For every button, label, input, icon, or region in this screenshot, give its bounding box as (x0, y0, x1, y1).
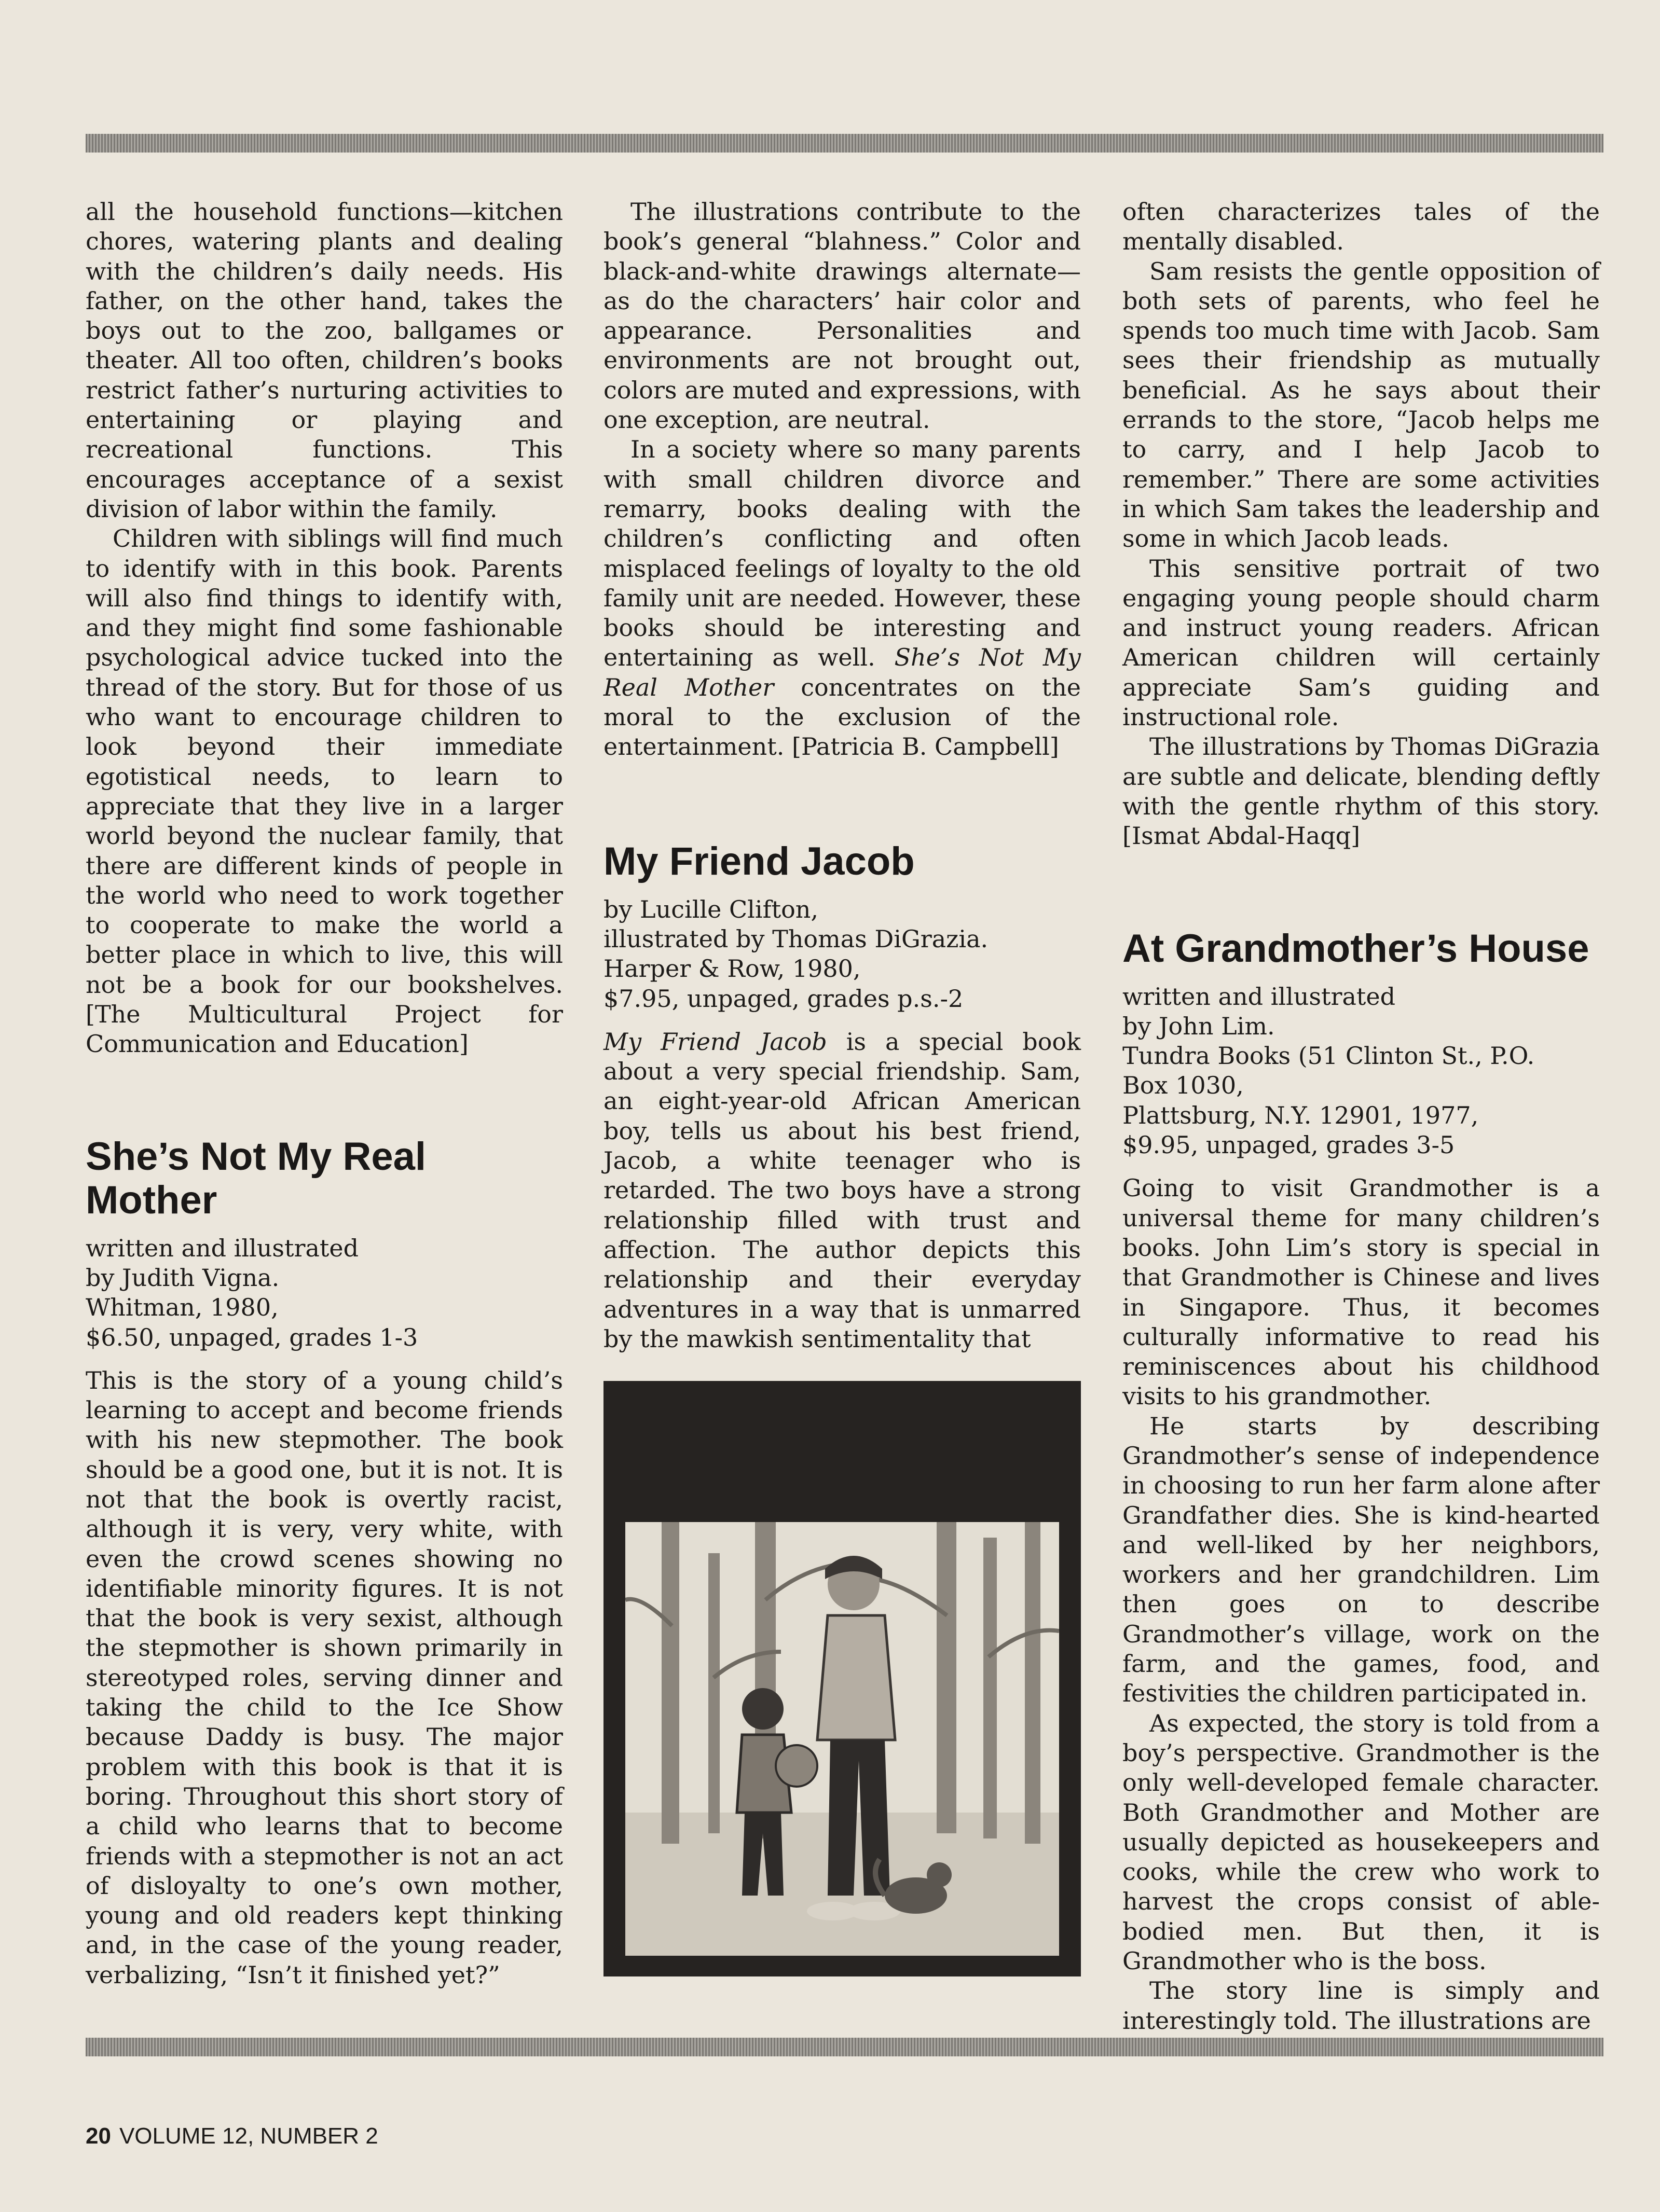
paragraph: often characterizes tales of the mentally disabled. (1122, 198, 1600, 256)
credit-line: $7.95, unpaged, grades p.s.-2 (603, 984, 964, 1013)
page-footer (86, 2123, 378, 2149)
children-walking-in-forest-illustration (625, 1522, 1059, 1956)
credit-line: written and illustrated (86, 1234, 359, 1262)
paragraph (603, 435, 1081, 762)
paragraph: Children with siblings will find much to identify with in this book. Parents will also find things to identify with, and they might find some fashionable psychological advice tucked into the thread of the story. But for those of us who want to encourage children to look beyond their immediate egotistical needs, to learn to appreciate that they live in a larger world beyond the nuclear family, that there are different kinds of people in the world who need to work together to cooperate to make the world a better place in which to live, this will not be a book for our bookshelves. [The Multicultural Project for Communication and Education] (86, 524, 563, 1058)
column-1 (86, 197, 563, 1990)
credit-line: Box 1030, (1122, 1071, 1244, 1100)
page-number: 20 (86, 2123, 111, 2149)
paragraph: This is the story of a young child’s learning to accept and become friends with his new stepmother. The book should be a good one, but it is not. It is not that the book is overtly racist, although it is very, very white, with even the crowd scenes showing no identifiable minority figures. It is not that the book is very sexist, although the stepmother is shown primarily in stereotyped roles, serving dinner and taking the child to the Ice Show because Daddy is busy. The major problem with this book is that it is boring. Throughout this short story of a child who learns that to become friends with a stepmother is not an act of disloyalty to one’s own mother, young and old readers kept thinking and, in the case of the young reader, verbalizing, “Isn’t it finished yet?” (86, 1366, 563, 1989)
paragraph: The illustrations by Thomas DiGrazia are subtle and delicate, blending deftly with the gentle rhythm of this story. [Ismat Abdal-Haqq] (1122, 732, 1600, 850)
credit-line: by Judith Vigna. (86, 1263, 280, 1292)
review-credits (86, 1234, 563, 1352)
review-title: At Grandmother’s House (1122, 926, 1589, 971)
paragraph: As expected, the story is told from a boy’s perspective. Grandmother is the only well-developed female character. Both Grandmother and Mother are usually depicted as housekeepers and cooks, while the crew who work to harvest the crops consist of able-bodied men. But then, it is Grandmother who is the boss. (1122, 1709, 1600, 1975)
paragraph: The story line is simply and interestingly told. The illustrations are (1122, 1976, 1600, 2035)
paragraph: Going to visit Grandmother is a universal theme for many children’s books. John Lim’s story is special in that Grandmother is Chinese and lives in Singapore. Thus, it becomes culturally informative to read his reminiscences about his childhood visits to his grandmother. (1122, 1174, 1600, 1411)
top-rule (86, 134, 1603, 153)
credit-line: Tundra Books (51 Clinton St., P.O. (1122, 1042, 1535, 1070)
review-credits (1122, 982, 1600, 1160)
paragraph (603, 1027, 1081, 1354)
credit-line: $9.95, unpaged, grades 3-5 (1122, 1131, 1455, 1159)
book-title: My Friend Jacob (603, 1027, 827, 1056)
paragraph: The illustrations contribute to the book’s general “blahness.” Color and black-and-white drawings alternate—as do the characters’ hair color and appearance. Personalities and environments are not brought out, colors are muted and expressions, with one exception, are neutral. (603, 198, 1081, 434)
credit-line: Whitman, 1980, (86, 1293, 279, 1322)
credit-line: Plattsburg, N.Y. 12901, 1977, (1122, 1101, 1479, 1129)
book-illustration (603, 1381, 1081, 1976)
paragraph-text: concentrates on the moral to the exclusion of the entertainment. [Patricia B. Campbell] (603, 673, 1081, 761)
paragraph: This sensitive portrait of two engaging young people should charm and instruct young readers. African American children will certainly appreciate Sam’s guiding and instructional role. (1122, 554, 1600, 731)
paragraph: all the household functions—kitchen chores, watering plants and dealing with the children’s daily needs. His father, on the other hand, takes the boys out to the zoo, ballgames or theater. All too often, children’s books restrict father’s nurturing activities to entertaining or playing and recreational functions. This encourages acceptance of a sexist division of labor within the family. (86, 198, 563, 523)
paragraph-text: is a special book about a very special friendship. Sam, an eight-year-old African American boy, tells us about his best friend, Jacob, a white teenager who is retarded. The two boys have a strong relationship filled with trust and affection. The author depicts this relationship and their everyday adventures in a way that is unmarred by the mawkish sentimentality that (603, 1027, 1081, 1353)
column-3 (1122, 197, 1600, 2036)
credit-line: illustrated by Thomas DiGrazia. (603, 924, 989, 953)
credit-line: written and illustrated (1122, 982, 1396, 1011)
credit-line: Harper & Row, 1980, (603, 955, 861, 983)
paragraph-text: In a society where so many parents with small children divorce and remarry, books dealing with the children’s conflicting and often misplaced feelings of loyalty to the old family unit are needed. However, these books should be interesting and entertaining as well. (603, 435, 1081, 672)
column-2 (603, 197, 1081, 1976)
bottom-rule (86, 2038, 1603, 2056)
book-title: She’s Not My Real Mother (603, 643, 1081, 701)
credit-line: $6.50, unpaged, grades 1-3 (86, 1323, 418, 1351)
issue-label: VOLUME 12, NUMBER 2 (119, 2123, 378, 2149)
review-credits (603, 895, 1081, 1014)
review-title: She’s Not My Real Mother (86, 1134, 427, 1222)
paragraph: Sam resists the gentle opposition of both sets of parents, who feel he spends too much time with Jacob. Sam sees their friendship as mutually beneficial. As he says about their errands to the store, “Jacob helps me to carry, and I help Jacob to remember.” There are some activities in which Sam takes the leadership and some in which Jacob leads. (1122, 257, 1600, 553)
paragraph: He starts by describing Grandmother’s sense of independence in choosing to run her farm alone after Grandfather dies. She is kind-hearted and well-liked by her neighbors, workers and her grandchildren. Lim then goes on to describe Grandmother’s village, work on the farm, and the games, food, and festivities the children participated in. (1122, 1412, 1600, 1708)
credit-line: by John Lim. (1122, 1012, 1275, 1040)
credit-line: by Lucille Clifton, (603, 895, 819, 923)
review-title: My Friend Jacob (603, 839, 915, 883)
